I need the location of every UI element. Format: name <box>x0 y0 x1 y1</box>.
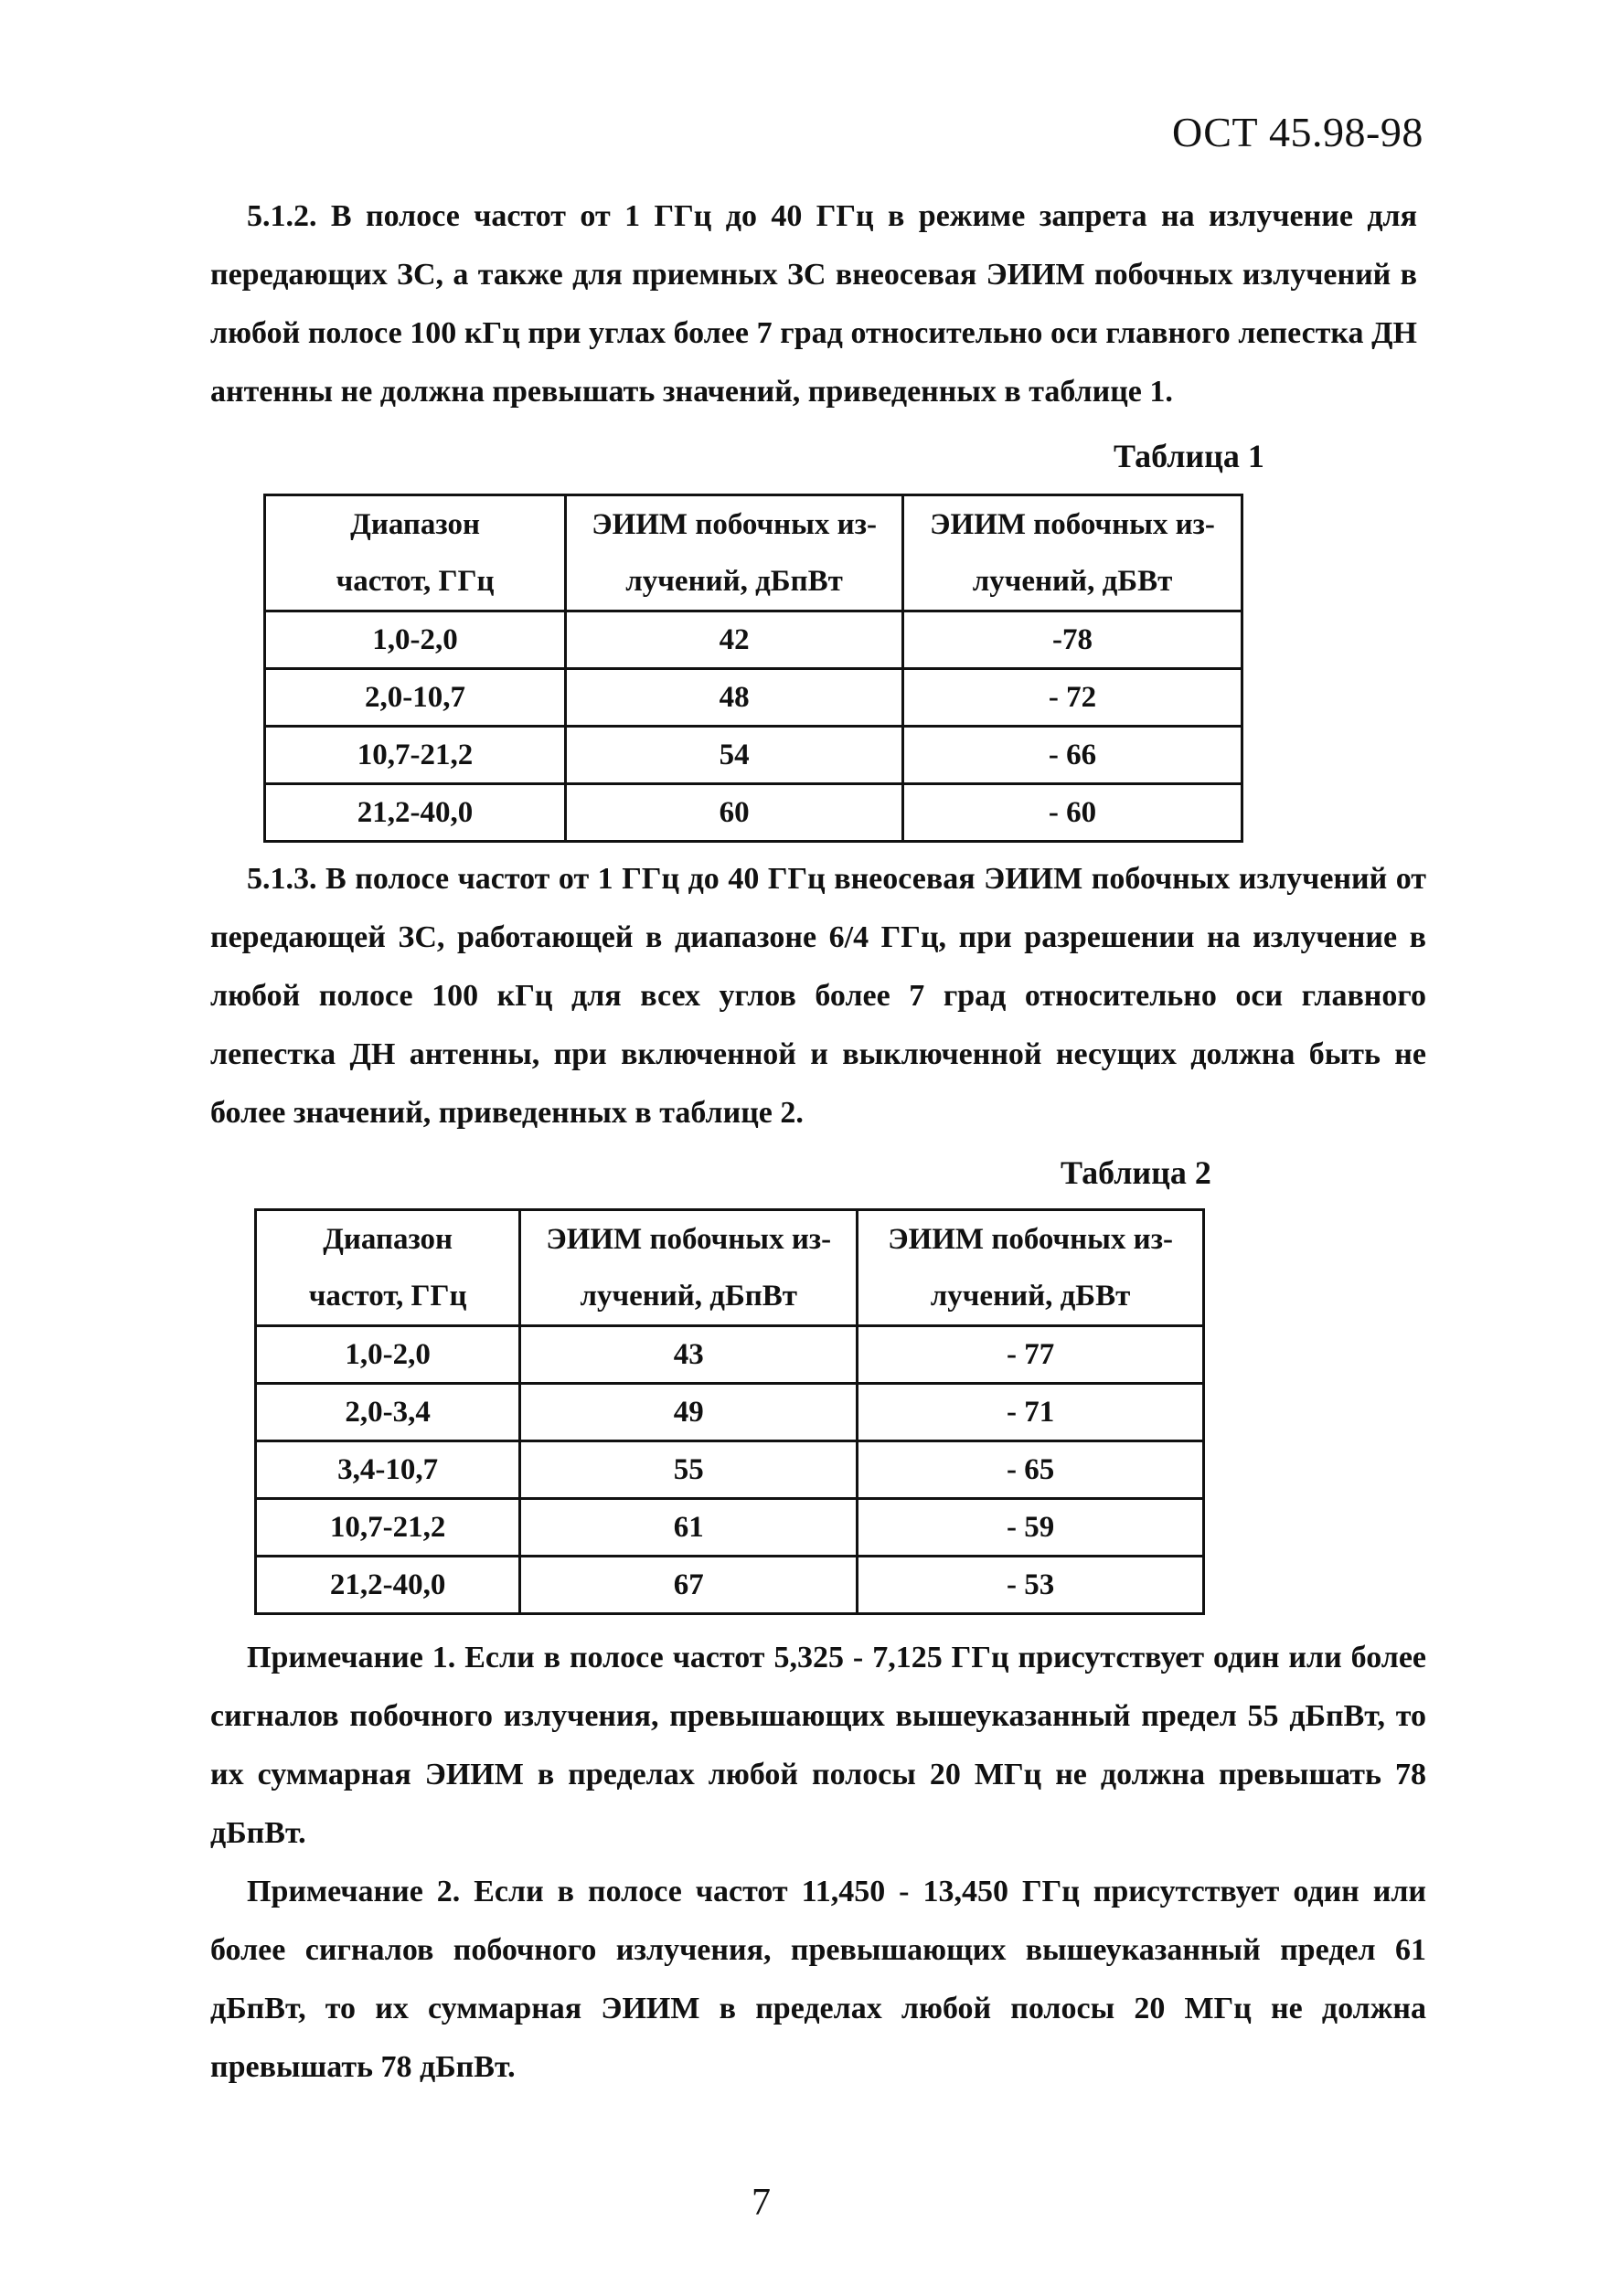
table-row <box>256 1441 1204 1499</box>
table-cell: - 59 <box>858 1499 1204 1557</box>
table-cell: - 65 <box>858 1441 1204 1499</box>
header-line: Диапазон <box>350 508 480 541</box>
table-2-caption: Таблица 2 <box>1061 1154 1211 1191</box>
table-cell: 21,2-40,0 <box>256 1557 520 1614</box>
table-1-header-row <box>265 495 1242 611</box>
table-cell: 10,7-21,2 <box>265 727 566 784</box>
table-cell: - 60 <box>903 784 1242 842</box>
header-line: Диапазон <box>323 1223 453 1256</box>
table-2-header-eirp-dbw <box>858 1210 1204 1326</box>
table-cell: 2,0-3,4 <box>256 1384 520 1441</box>
table-cell: 60 <box>566 784 903 842</box>
header-line: лучений, дБпВт <box>580 1280 797 1313</box>
note-1-text: Примечание 1. Если в полосе частот 5,325 - 7,125 ГГц присутствует один или более сигналов побочного излучения, превышающих вышеуказанный предел 55 дБпВт, то их суммарная ЭИИМ в пределах любой полосы 20 МГц не должна превышать 78 дБпВт. <box>210 1641 1426 1850</box>
table-1-header-range <box>265 495 566 611</box>
table-row <box>265 611 1242 669</box>
note-2-text: Примечание 2. Если в полосе частот 11,450 - 13,450 ГГц присутствует один или более сигналов побочного излучения, превышающих вышеуказанный предел 61 дБпВт, то их суммарная ЭИИМ в пределах любой полосы 20 МГц не должна превышать 78 дБпВт. <box>210 1875 1426 2084</box>
table-cell: - 71 <box>858 1384 1204 1441</box>
table-cell: - 77 <box>858 1326 1204 1384</box>
header-line: частот, ГГц <box>336 565 495 598</box>
table-cell: 61 <box>520 1499 858 1557</box>
table-cell: 54 <box>566 727 903 784</box>
header-line: лучений, дБВт <box>930 1280 1131 1313</box>
table-2 <box>254 1208 1205 1615</box>
table-cell: 1,0-2,0 <box>256 1326 520 1384</box>
header-line: лучений, дБВт <box>972 565 1173 598</box>
table-cell: -78 <box>903 611 1242 669</box>
table-1-header-eirp-dbw <box>903 495 1242 611</box>
table-1-caption: Таблица 1 <box>1114 438 1264 474</box>
table-cell: 48 <box>566 669 903 727</box>
table-cell: - 66 <box>903 727 1242 784</box>
header-line: ЭИИМ побочных из- <box>546 1223 832 1256</box>
table-cell: 49 <box>520 1384 858 1441</box>
table-cell: 10,7-21,2 <box>256 1499 520 1557</box>
table-2-header-range <box>256 1210 520 1326</box>
page-number: 7 <box>752 2182 771 2224</box>
table-2-header-eirp-dbpw <box>520 1210 858 1326</box>
table-cell: 3,4-10,7 <box>256 1441 520 1499</box>
table-row <box>256 1326 1204 1384</box>
table-row <box>256 1499 1204 1557</box>
paragraph-5-1-2-text: 5.1.2. В полосе частот от 1 ГГц до 40 ГГц в режиме запрета на излучение для передающих ЗС, а также для приемных ЗС внеосевая ЭИИМ побочных излучений в любой полосе 100 кГц при углах более 7 град относительно оси главного лепестка ДН антенны не должна превышать значений, приведенных в таблице 1. <box>210 199 1417 409</box>
table-row <box>256 1384 1204 1441</box>
paragraph-5-1-2 <box>210 187 1417 421</box>
table-cell: 42 <box>566 611 903 669</box>
header-line: лучений, дБпВт <box>625 565 843 598</box>
table-2-header-row <box>256 1210 1204 1326</box>
table-cell: - 53 <box>858 1557 1204 1614</box>
table-cell: 21,2-40,0 <box>265 784 566 842</box>
header-line: ЭИИМ побочных из- <box>888 1223 1173 1256</box>
table-1 <box>263 494 1243 843</box>
table-row <box>265 784 1242 842</box>
table-row <box>256 1557 1204 1614</box>
table-cell: 1,0-2,0 <box>265 611 566 669</box>
paragraph-5-1-3-text: 5.1.3. В полосе частот от 1 ГГц до 40 ГГц внеосевая ЭИИМ побочных излучений от передающей ЗС, работающей в диапазоне 6/4 ГГц, при разрешении на излучение в любой полосе 100 кГц для всех углов более 7 град относительно оси главного лепестка ДН антенны, при включенной и выключенной несущих должна быть не более значений, приведенных в таблице 2. <box>210 862 1426 1130</box>
table-row <box>265 727 1242 784</box>
header-line: ЭИИМ побочных из- <box>592 508 877 541</box>
header-line: частот, ГГц <box>308 1280 467 1313</box>
header-line: ЭИИМ побочных из- <box>930 508 1215 541</box>
table-cell: 55 <box>520 1441 858 1499</box>
paragraph-5-1-3 <box>210 850 1426 1143</box>
table-cell: 2,0-10,7 <box>265 669 566 727</box>
note-1 <box>210 1629 1426 1863</box>
document-code: ОСТ 45.98-98 <box>1172 109 1423 155</box>
table-row <box>265 669 1242 727</box>
table-cell: 67 <box>520 1557 858 1614</box>
table-cell: - 72 <box>903 669 1242 727</box>
table-1-header-eirp-dbpw <box>566 495 903 611</box>
table-cell: 43 <box>520 1326 858 1384</box>
note-2 <box>210 1863 1426 2097</box>
